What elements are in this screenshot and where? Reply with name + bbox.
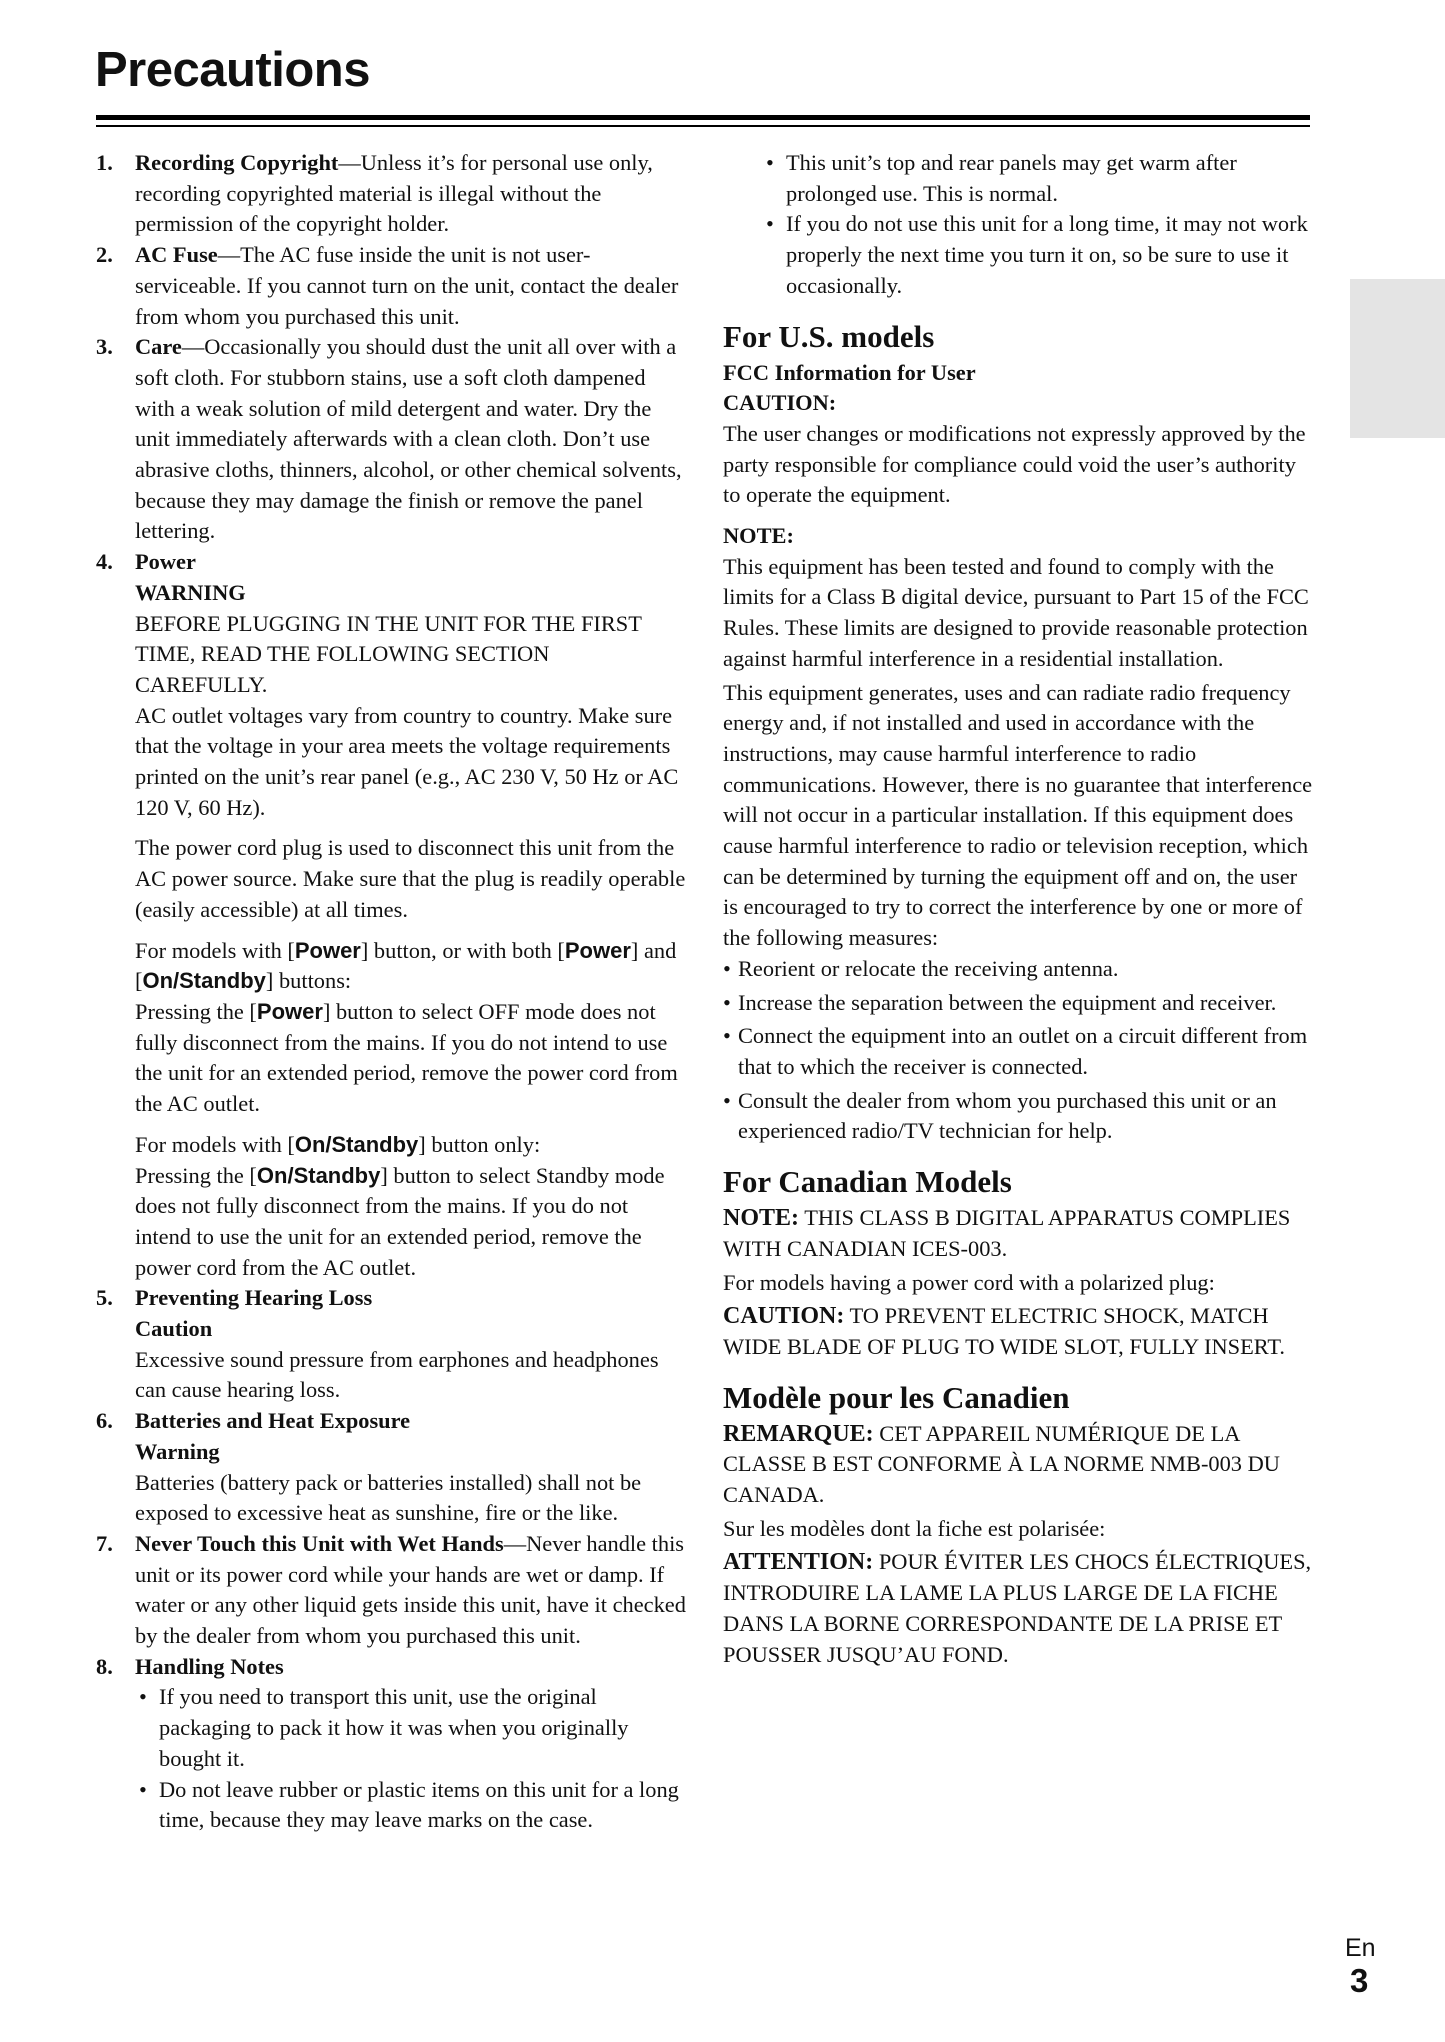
power-button-paragraph: For models with [Power] button, or with both [Power] and [On/Standby] buttons: Pressing the [Power] button to select OFF mode does not fully disconnect from the mains. If you do not intend to use the unit for an extended period, remove the power cord from the AC outlet. <box>135 937 678 1117</box>
item-text: Batteries (battery pack or batteries installed) shall not be exposed to excessive heat as sunshine, fire or the like. <box>135 1469 642 1526</box>
plug-text: The power cord plug is used to disconnect this unit from the AC power source. Make sure that the plug is readily operable (easily accessible) at all times. <box>135 835 686 922</box>
warning-label: WARNING <box>135 579 246 605</box>
power-button-label: Power <box>256 998 323 1024</box>
attention-text: ATTENTION: POUR ÉVITER LES CHOCS ÉLECTRIQUES, INTRODUIRE LA LAME LA PLUS LARGE DE LA FICHE DANS LA BORNE CORRESPONDANTE DE LA PRISE ET POUSSER JUSQU’AU FOND. <box>723 1549 1312 1667</box>
item-heading: Power <box>135 549 196 575</box>
left-column <box>96 148 686 1836</box>
list-item: • This unit’s top and rear panels may get warm after prolonged use. This is normal. <box>762 148 1313 209</box>
list-item: • Increase the separation between the equipment and receiver. <box>723 988 1313 1019</box>
item-number: 3. <box>96 334 113 360</box>
item-heading: AC Fuse <box>135 242 218 268</box>
item-number: 4. <box>96 549 113 575</box>
list-item: • If you do not use this unit for a long time, it may not work properly the next time you turn it on, so be sure to use it occasionally. <box>762 209 1313 301</box>
list-item: • Do not leave rubber or plastic items on this unit for a long time, because they may leave marks on the case. <box>135 1775 686 1836</box>
title-rule-thin <box>96 125 1310 127</box>
precaution-item-hearing-loss <box>96 1283 686 1406</box>
standby-button-label: On/Standby <box>256 1162 381 1188</box>
item-heading: Never Touch this Unit with Wet Hands <box>135 1530 504 1556</box>
item-text: Excessive sound pressure from earphones and headphones can cause hearing loss. <box>135 1346 659 1403</box>
page-number: 3 <box>1350 1962 1369 1999</box>
caution-text: The user changes or modifications not expressly approved by the party responsible for compliance could void the user’s authority to operate the equipment. <box>723 420 1306 508</box>
remarque-text: REMARQUE: CET APPAREIL NUMÉRIQUE DE LA CLASSE B EST CONFORME À LA NORME NMB-003 DU CANADA. <box>723 1420 1280 1508</box>
item-heading: Care <box>135 334 182 360</box>
item-text: Never handle this unit or its power cord while your hands are wet or damp. If water or any other liquid gets inside this unit, have it checked by the dealer from whom you purchased this unit. <box>135 1530 686 1649</box>
item-number: 5. <box>96 1285 113 1311</box>
item-heading: Handling Notes <box>135 1653 284 1679</box>
precaution-item-handling-notes <box>96 1652 686 1836</box>
caution-label: CAUTION: <box>723 390 837 416</box>
power-button-label: Power <box>294 937 361 963</box>
precaution-item-power <box>96 547 686 1283</box>
section-heading-canadian-models: For Canadian Models <box>723 1164 1012 1200</box>
warning-text: BEFORE PLUGGING IN THE UNIT FOR THE FIRST TIME, READ THE FOLLOWING SECTION CAREFULLY. <box>135 610 642 697</box>
side-section-tab <box>1350 279 1445 438</box>
precaution-item-batteries <box>96 1406 686 1529</box>
note-label: NOTE: <box>723 523 794 549</box>
fcc-measures-list <box>723 954 1313 1147</box>
item-number: 1. <box>96 150 113 175</box>
precaution-item-wet-hands: 7. Never Touch this Unit with Wet Hands—Never handle this unit or its power cord while your hands are wet or damp. If water or any other liquid gets inside this unit, have it checked by the dealer from whom you purchased this unit. <box>96 1530 686 1649</box>
precaution-item-care: 3. Care—Occasionally you should dust the unit all over with a soft cloth. For stubborn stains, use a soft cloth dampened with a weak solution of mild detergent and water. Dry the unit immediately afterwards with a clean cloth. Don’t use abrasive cloths, thinners, alcohol, or other chemical solvents, because they may damage the finish or remove the panel lettering. <box>96 334 682 544</box>
canada-plug-text: For models having a power cord with a polarized plug: <box>723 1269 1215 1295</box>
language-marker: En <box>1345 1934 1376 1962</box>
list-item: • Connect the equipment into an outlet on a circuit different from that to which the receiver is connected. <box>723 1021 1313 1082</box>
item-heading: Batteries and Heat Exposure <box>135 1408 411 1434</box>
caution-label: Caution <box>135 1316 213 1342</box>
fcc-info-label: FCC Information for User <box>723 359 976 385</box>
handling-bullets-continued <box>723 148 1313 302</box>
canada-note: NOTE: THIS CLASS B DIGITAL APPARATUS COMPLIES WITH CANADIAN ICES-003. <box>723 1205 1291 1261</box>
section-heading-modele-canadien: Modèle pour les Canadien <box>723 1379 1070 1415</box>
standby-button-label: On/Standby <box>142 968 266 994</box>
page-title: Precautions <box>95 43 370 97</box>
item-text: The AC fuse inside the unit is not user-serviceable. If you cannot turn on the unit, contact the dealer from whom you purchased this unit. <box>135 242 679 329</box>
item-heading: Preventing Hearing Loss <box>135 1285 373 1311</box>
list-item: • If you need to transport this unit, use the original packaging to pack it how it was when you originally bought it. <box>135 1682 686 1774</box>
voltage-text: AC outlet voltages vary from country to country. Make sure that the voltage in your area meets the voltage requirements printed on the unit’s rear panel (e.g., AC 230 V, 50 Hz or AC 120 V, 60 Hz). <box>135 702 679 820</box>
list-item: • Consult the dealer from whom you purchased this unit or an experienced radio/TV technician for help. <box>723 1086 1313 1147</box>
note-text: This equipment generates, uses and can radiate radio frequency energy and, if not installed and used in accordance with the instructions, may cause harmful interference to radio communications. However, there is no guarantee that interference will not occur in a particular installation. If this equipment does cause harmful interference to radio or television reception, which can be determined by turning the equipment off and on, the user is encouraged to try to correct the interference by one or more of the following measures: <box>723 679 1313 951</box>
standby-button-label: On/Standby <box>294 1131 419 1157</box>
item-number: 7. <box>96 1530 113 1556</box>
item-number: 8. <box>96 1653 113 1679</box>
power-button-label: Power <box>564 937 631 963</box>
precaution-item-recording-copyright: 1. Recording Copyright—Unless it’s for personal use only, recording copyrighted material is illegal without the permission of the copyright holder. <box>96 150 653 237</box>
section-heading-us-models: For U.S. models <box>723 318 935 354</box>
standby-button-paragraph: For models with [On/Standby] button only: Pressing the [On/Standby] button to select Standby mode does not fully disconnect from the mains. If you do not intend to use the unit for an extended period, remove the power cord from the AC outlet. <box>135 1131 665 1280</box>
title-rule-thick <box>96 115 1310 120</box>
item-number: 6. <box>96 1408 113 1434</box>
right-column <box>723 148 1313 1670</box>
fr-plug-text: Sur les modèles dont la fiche est polarisée: <box>723 1515 1106 1541</box>
precaution-item-ac-fuse: 2. AC Fuse—The AC fuse inside the unit is not user-serviceable. If you cannot turn on the unit, contact the dealer from whom you purchased this unit. <box>96 242 679 329</box>
item-text: Occasionally you should dust the unit all over with a soft cloth. For stubborn stains, use a soft cloth dampened with a weak solution of mild detergent and water. Dry the unit immediately afterwards with a clean cloth. Don’t use abrasive cloths, thinners, alcohol, or other chemical solvents, because they may damage the finish or remove the panel lettering. <box>135 334 682 544</box>
item-heading: Recording Copyright <box>135 150 339 175</box>
list-item: • Reorient or relocate the receiving antenna. <box>723 954 1313 985</box>
handling-bullets <box>135 1682 686 1836</box>
note-text: This equipment has been tested and found to comply with the limits for a Class B digital device, pursuant to Part 15 of the FCC Rules. These limits are designed to provide reasonable protection against harmful interference in a residential installation. <box>723 553 1309 671</box>
warning-label: Warning <box>135 1438 220 1464</box>
canada-caution: CAUTION: TO PREVENT ELECTRIC SHOCK, MATCH WIDE BLADE OF PLUG TO WIDE SLOT, FULLY INSERT. <box>723 1303 1285 1359</box>
item-text: Unless it’s for personal use only, recording copyrighted material is illegal without the permission of the copyright holder. <box>135 150 653 237</box>
item-number: 2. <box>96 242 113 268</box>
